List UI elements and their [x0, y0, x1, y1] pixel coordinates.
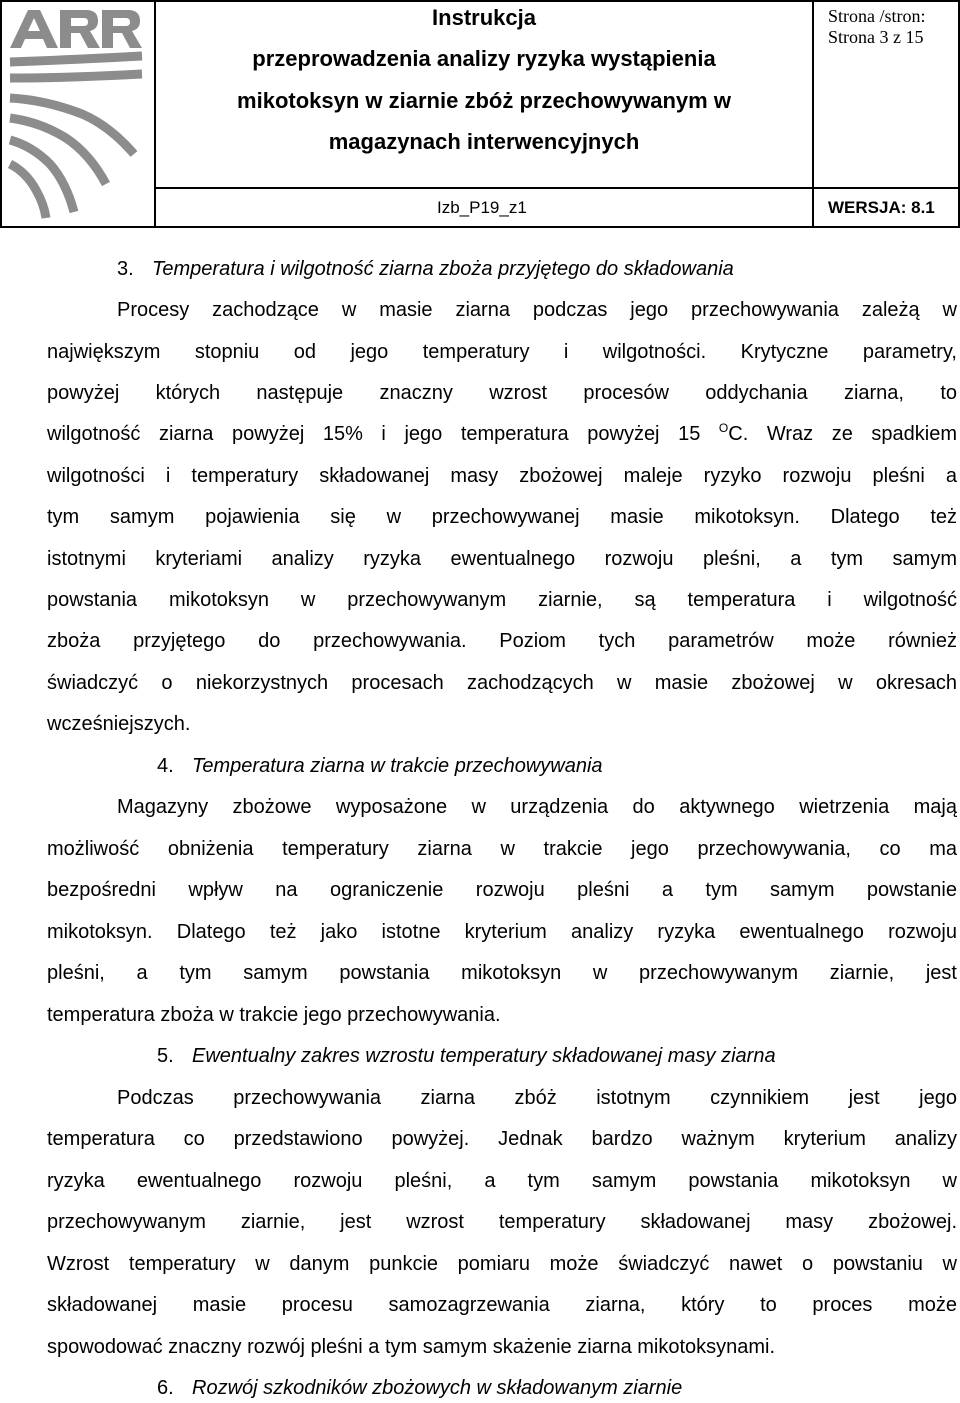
section-3-line-4-tail: C. Wraz ze spadkiem [728, 423, 957, 445]
section-3-line-5: wilgotności i temperatury składowanej masy zbożowej maleje ryzyko rozwoju pleśni a [47, 465, 957, 487]
section-3-line-1: Procesy zachodzące w masie ziarna podczas jego przechowywania zależą w [117, 299, 957, 321]
section-4-line-3: bezpośredni wpływ na ograniczenie rozwoju pleśni a tym samym powstanie [47, 879, 957, 901]
section-4-title: Temperatura ziarna w trakcie przechowywania [192, 755, 603, 777]
section-4-heading [157, 754, 957, 778]
section-6-title: Rozwój szkodników zbożowych w składowanym ziarnie [192, 1377, 683, 1399]
section-5-number: 5. [157, 1045, 174, 1067]
section-4-number: 4. [157, 755, 174, 777]
section-3-heading [117, 257, 957, 281]
section-3-line-10: świadczyć o niekorzystnych procesach zachodzących w masie zbożowej w okresach [47, 672, 957, 694]
section-6-number: 6. [157, 1377, 174, 1399]
section-4-line-1: Magazyny zbożowe wyposażone w urządzenia do aktywnego wietrzenia mają [117, 796, 957, 818]
section-4-line-2: możliwość obniżenia temperatury ziarna w trakcie jego przechowywania, co ma [47, 838, 957, 860]
instruction-title-line-3: mikotoksyn w ziarnie zbóż przechowywanym w [237, 88, 731, 113]
document-version: WERSJA: 8.1 [828, 198, 935, 217]
section-3-line-4-text: wilgotność ziarna powyżej 15% i jego temperatura powyżej 15 [47, 423, 701, 445]
section-5-line-7: spowodować znaczny rozwój pleśni a tym samym skażenie ziarna mikotoksynami. [47, 1336, 776, 1358]
header-divider-code-row [154, 187, 960, 189]
instruction-title-line-4: magazynach interwencyjnych [328, 129, 640, 154]
arr-logo [0, 0, 155, 228]
page-label: Strona /stron: [828, 6, 926, 26]
document-code: Izb_P19_z1 [437, 198, 527, 217]
section-4-line-5: pleśni, a tym samym powstania mikotoksyn w przechowywanym ziarnie, jest [47, 962, 957, 984]
section-3-line-9: zboża przyjętego do przechowywania. Poziom tych parametrów może również [47, 630, 957, 652]
section-3-line-2: największym stopniu od jego temperatury i wilgotności. Krytyczne parametry, [47, 341, 957, 363]
degree-superscript: O [718, 421, 729, 435]
section-6-heading [157, 1376, 957, 1400]
instruction-title-line-1: Instrukcja [432, 5, 536, 30]
header-divider-page [812, 0, 814, 228]
document-header [0, 0, 960, 228]
section-3-title: Temperatura i wilgotność ziarna zboża przyjętego do składowania [152, 258, 734, 280]
section-3-number: 3. [117, 258, 134, 280]
section-5-line-4: przechowywanym ziarnie, jest wzrost temperatury składowanej masy zbożowej. [47, 1211, 957, 1233]
section-4-line-4: mikotoksyn. Dlatego też jako istotne kryterium analizy ryzyka ewentualnego rozwoju [47, 921, 957, 943]
section-3-line-8: powstania mikotoksyn w przechowywanym ziarnie, są temperatura i wilgotność [47, 589, 957, 611]
section-5-line-1: Podczas przechowywania ziarna zbóż istotnym czynnikiem jest jego [117, 1087, 957, 1109]
section-5-title: Ewentualny zakres wzrostu temperatury składowanej masy ziarna [192, 1045, 776, 1067]
section-5-line-2: temperatura co przedstawiono powyżej. Jednak bardzo ważnym kryterium analizy [47, 1128, 957, 1150]
section-4-line-6: temperatura zboża w trakcie jego przechowywania. [47, 1004, 501, 1026]
section-3-line-11: wcześniejszych. [47, 713, 191, 735]
arr-logo-graphic [6, 4, 148, 224]
section-5-line-6: składowanej masie procesu samozagrzewania ziarna, który to proces może [47, 1294, 957, 1316]
page-number: Strona 3 z 15 [828, 27, 924, 47]
section-3-line-6: tym samym pojawienia się w przechowywanej masie mikotoksyn. Dlatego też [47, 506, 957, 528]
section-3-line-7: istotnymi kryteriami analizy ryzyka ewentualnego rozwoju pleśni, a tym samym [47, 548, 957, 570]
section-3-line-4 [47, 422, 957, 446]
section-5-line-5: Wzrost temperatury w danym punkcie pomiaru może świadczyć nawet o powstaniu w [47, 1253, 957, 1275]
section-5-line-3: ryzyka ewentualnego rozwoju pleśni, a tym samym powstania mikotoksyn w [47, 1170, 957, 1192]
section-5-heading [157, 1044, 957, 1068]
instruction-title-line-2: przeprowadzenia analizy ryzyka wystąpienia [252, 46, 716, 71]
section-3-line-3: powyżej których następuje znaczny wzrost procesów oddychania ziarna, to [47, 382, 957, 404]
